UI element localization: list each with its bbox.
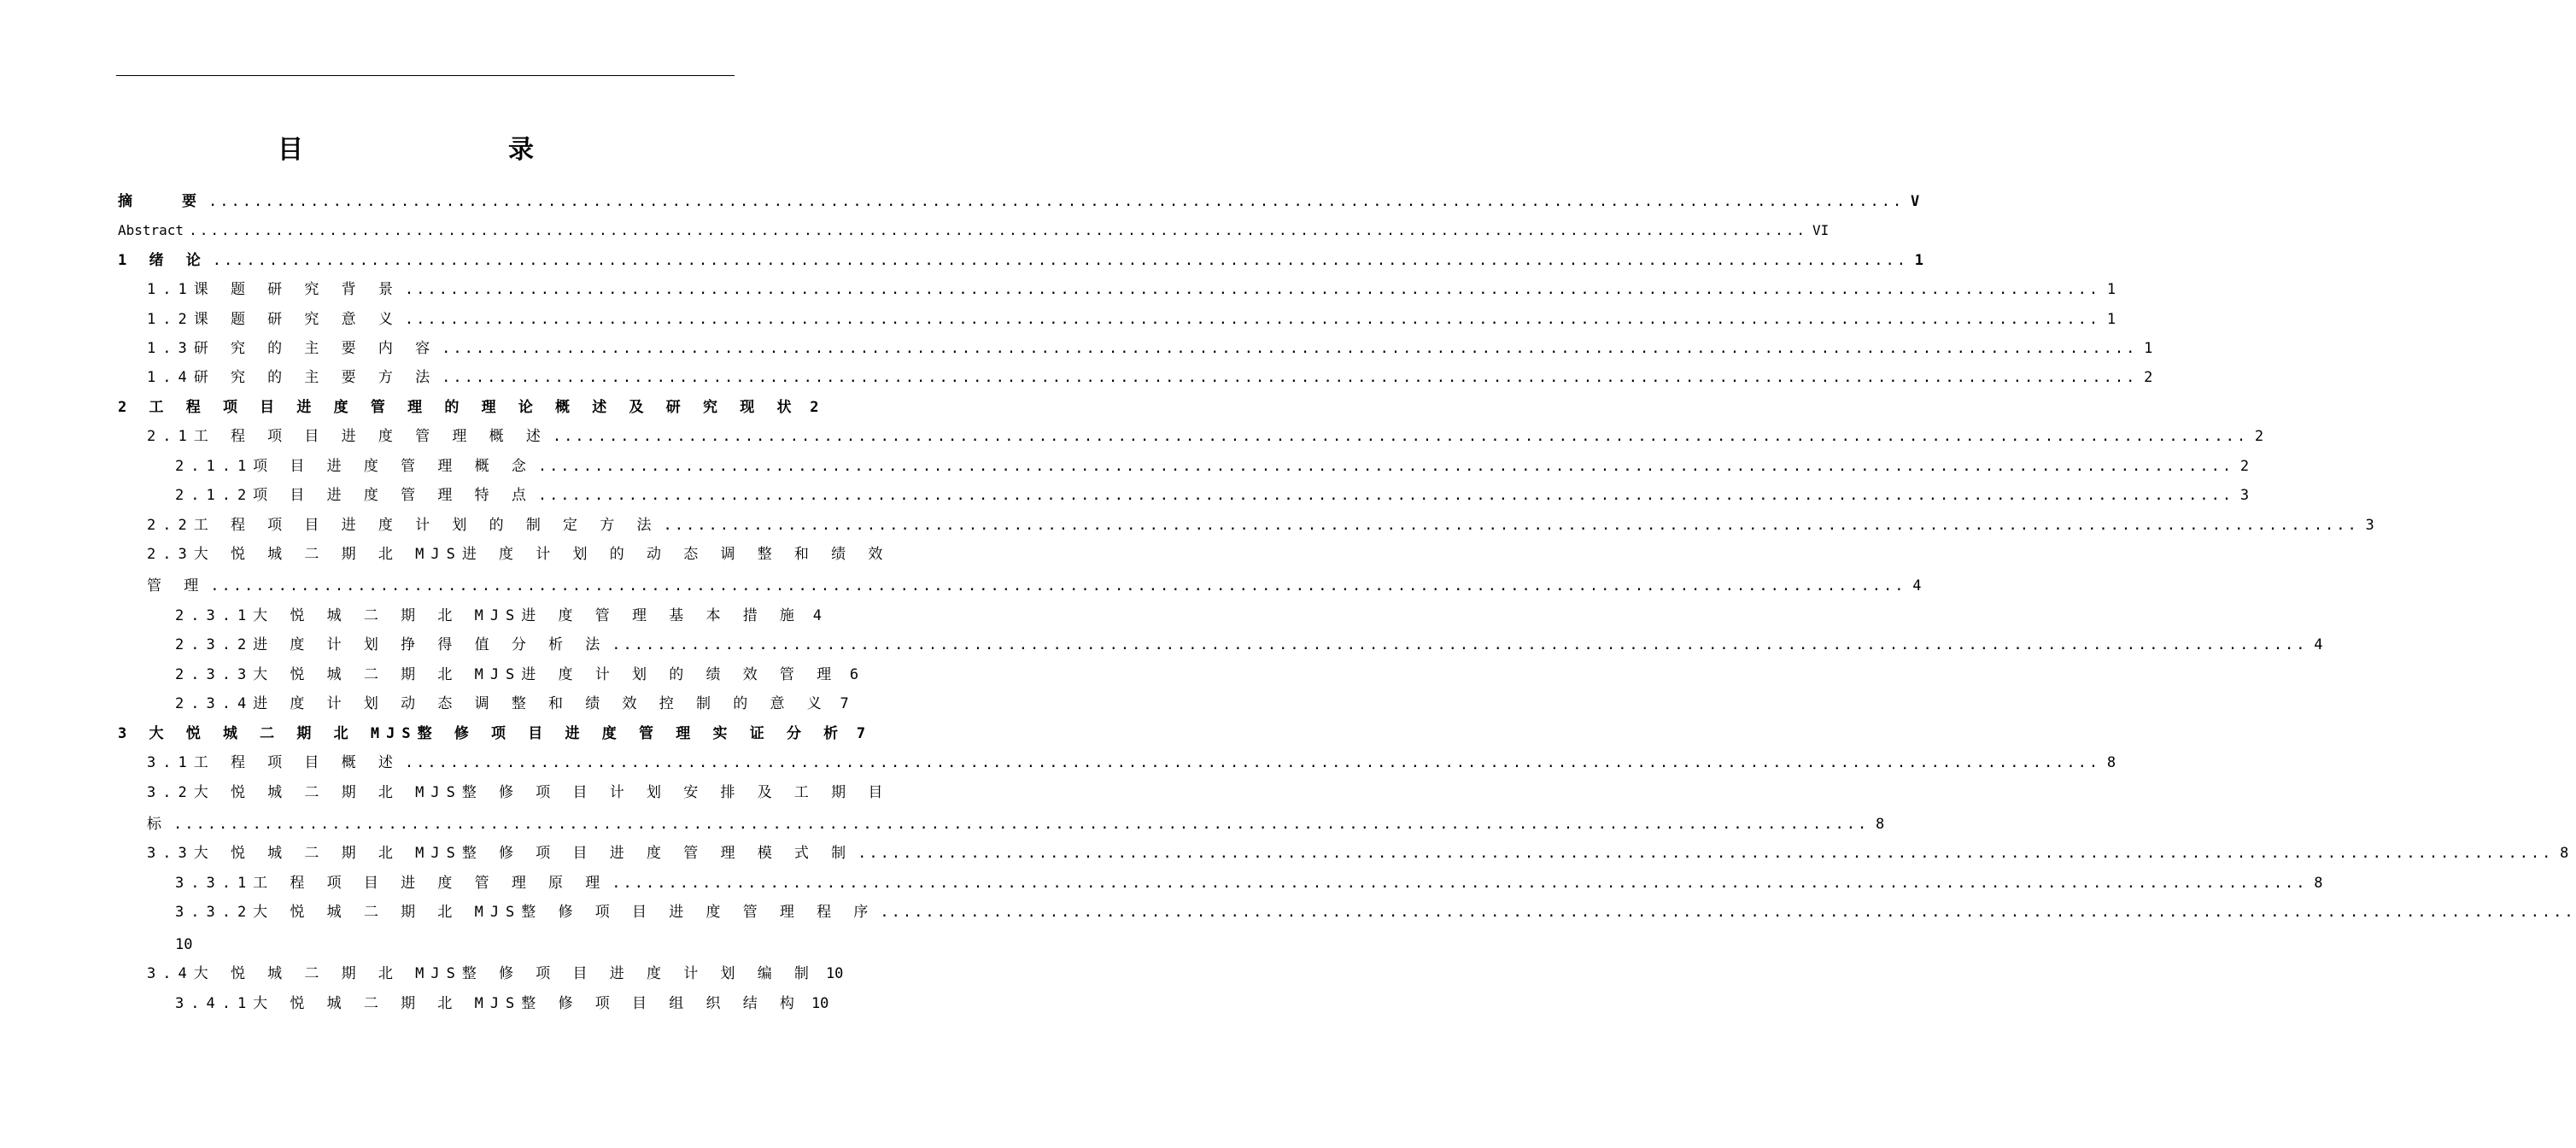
toc-entry-text: 3.4大 悦 城 二 期 北 MJS整 修 项 目 进 度 计 划 编 制 <box>147 965 816 982</box>
toc-page-number: 2 <box>2144 369 2153 386</box>
toc-entry-text: 1.3研 究 的 主 要 内 容 <box>147 340 437 357</box>
toc-entry-text: 3.4.1大 悦 城 二 期 北 MJS整 修 项 目 组 织 结 构 <box>175 995 801 1012</box>
toc-entry-2-3-4[interactable] <box>175 694 849 714</box>
toc-page-number: 4 <box>2314 636 2323 653</box>
toc-leader <box>405 279 2100 300</box>
toc-entry-text: 2.2工 程 项 目 进 度 计 划 的 制 定 方 法 <box>147 517 659 534</box>
toc-entry-text: 管 理 <box>147 577 206 594</box>
toc-page-number: 1 <box>2106 311 2116 328</box>
toc-entry-text: 标 <box>147 816 168 833</box>
toc-page-number: 7 <box>856 725 866 742</box>
toc-leader <box>880 902 2575 922</box>
toc-entry-2-3-line1[interactable]: 2.3大 悦 城 二 期 北 MJS进 度 计 划 的 动 态 调 整 和 绩 效 <box>147 546 890 563</box>
toc-leader <box>538 485 2234 506</box>
toc-page-number: 8 <box>2560 845 2569 862</box>
toc-entry-1-1[interactable] <box>147 279 2116 300</box>
toc-entry-text: 3 大 悦 城 二 期 北 MJS整 修 项 目 进 度 管 理 实 证 分 析 <box>118 725 846 742</box>
toc-page-number: 8 <box>1875 816 1885 833</box>
toc-page-number: 10 <box>811 995 829 1012</box>
toc-page-number: 3 <box>2239 487 2250 504</box>
toc-entry-1-4[interactable] <box>147 367 2153 388</box>
toc-entry-2-1[interactable] <box>147 426 2264 447</box>
toc-entry-3-4-1[interactable] <box>175 993 829 1014</box>
toc-page-number: 1 <box>2144 340 2153 357</box>
toc-entry-text: 1 绪 论 <box>118 252 208 269</box>
toc-entry-2-1-2[interactable] <box>175 485 2250 506</box>
toc-leader <box>858 843 2553 864</box>
toc-leader <box>189 220 1807 241</box>
toc-entry-2-3-1[interactable] <box>175 606 822 626</box>
toc-entry-3-4[interactable] <box>147 964 844 984</box>
toc-page-number: 10 <box>825 965 844 982</box>
toc-entry-text: 3.3大 悦 城 二 期 北 MJS整 修 项 目 进 度 管 理 模 式 制 <box>147 845 853 862</box>
toc-leader <box>612 635 2307 655</box>
toc-entry-text: 2.3.1大 悦 城 二 期 北 MJS进 度 管 理 基 本 措 施 <box>175 607 801 624</box>
toc-entry-text: 1.4研 究 的 主 要 方 法 <box>147 369 437 386</box>
toc-entry-2-1-1[interactable] <box>175 456 2250 477</box>
toc-leader <box>553 426 2248 447</box>
toc-page-number: 10 <box>175 936 193 953</box>
toc-entry-3-2[interactable] <box>147 814 1885 835</box>
toc-page-number: 3 <box>2365 517 2374 534</box>
toc-entry-text: 2 工 程 项 目 进 度 管 理 的 理 论 概 述 及 研 究 现 状 <box>118 399 799 416</box>
toc-page-number: 2 <box>2239 458 2250 475</box>
toc-leader <box>210 576 1906 596</box>
toc-leader <box>664 515 2359 536</box>
toc-page-number: VI <box>1812 222 1830 238</box>
toc-entry-abstract-en[interactable] <box>118 220 1830 241</box>
toc-leader <box>442 338 2137 359</box>
toc-entry-3-3-1[interactable] <box>175 873 2323 893</box>
toc-entry-text: 2.3.4进 度 计 划 动 态 调 整 和 绩 效 控 制 的 意 义 <box>175 695 828 712</box>
toc-entry-1-3[interactable] <box>147 338 2153 359</box>
toc-page-number: V <box>1910 193 1920 210</box>
toc-page-number: 8 <box>2106 754 2116 771</box>
toc-page-number: 2 <box>810 399 819 416</box>
toc-entry-3-3-2[interactable] <box>175 902 875 922</box>
toc-leader <box>442 367 2137 388</box>
toc-page-number: 1 <box>1914 252 1923 269</box>
toc-entry-2-3-2[interactable] <box>175 635 2323 655</box>
toc-entry-text: 2.3.3大 悦 城 二 期 北 MJS进 度 计 划 的 绩 效 管 理 <box>175 666 839 683</box>
page-title: 目 录 <box>278 135 585 165</box>
toc-page-number: 2 <box>2254 428 2264 445</box>
toc-leader <box>612 873 2307 893</box>
header-rule <box>116 75 735 76</box>
toc-entry-chapter-1[interactable] <box>118 250 1923 271</box>
toc-page-number: 1 <box>2106 281 2116 298</box>
toc-entry-text: 1.2课 题 研 究 意 义 <box>147 311 400 328</box>
toc-leader <box>405 309 2100 330</box>
toc-page-number: 6 <box>849 666 859 683</box>
toc-page-number: 4 <box>812 607 822 624</box>
toc-entry-chapter-2[interactable] <box>118 397 819 418</box>
toc-leader <box>213 250 1908 271</box>
toc-entry-3-1[interactable] <box>147 753 2116 773</box>
toc-entry-2-2[interactable] <box>147 515 2374 536</box>
toc-page-number: 4 <box>1912 577 1922 594</box>
toc-entry-text: 2.3.2进 度 计 划 挣 得 值 分 析 法 <box>175 636 607 653</box>
toc-entry-text: 2.1.2项 目 进 度 管 理 特 点 <box>175 487 533 504</box>
toc-entry-2-3[interactable] <box>147 576 1922 596</box>
toc-page-number: 7 <box>840 695 849 712</box>
toc-entry-text: 1.1课 题 研 究 背 景 <box>147 281 400 298</box>
toc-leader <box>208 191 1904 212</box>
toc-entry-abstract-cn[interactable] <box>118 191 1920 212</box>
toc-entry-3-2-line1[interactable]: 3.2大 悦 城 二 期 北 MJS整 修 项 目 计 划 安 排 及 工 期 目 <box>147 784 890 801</box>
toc-entry-1-2[interactable] <box>147 309 2116 330</box>
toc-leader <box>405 753 2100 773</box>
toc-entry-text: 2.1工 程 项 目 进 度 管 理 概 述 <box>147 428 547 445</box>
toc-entry-text: 2.1.1项 目 进 度 管 理 概 念 <box>175 458 533 475</box>
toc-entry-text: 3.1工 程 项 目 概 述 <box>147 754 400 771</box>
toc-entry-text: 3.3.2大 悦 城 二 期 北 MJS整 修 项 目 进 度 管 理 程 序 <box>175 904 875 921</box>
toc-page-number: 8 <box>2314 875 2323 892</box>
toc-entry-text: Abstract <box>118 222 184 238</box>
toc-leader <box>173 814 1869 835</box>
toc-leader <box>538 456 2234 477</box>
toc-entry-text: 3.3.1工 程 项 目 进 度 管 理 原 理 <box>175 875 607 892</box>
toc-entry-2-3-3[interactable] <box>175 665 859 685</box>
toc-entry-chapter-3[interactable] <box>118 723 866 744</box>
toc-entry-text: 摘 要 <box>118 193 203 210</box>
toc-entry-3-3[interactable] <box>147 843 2569 864</box>
